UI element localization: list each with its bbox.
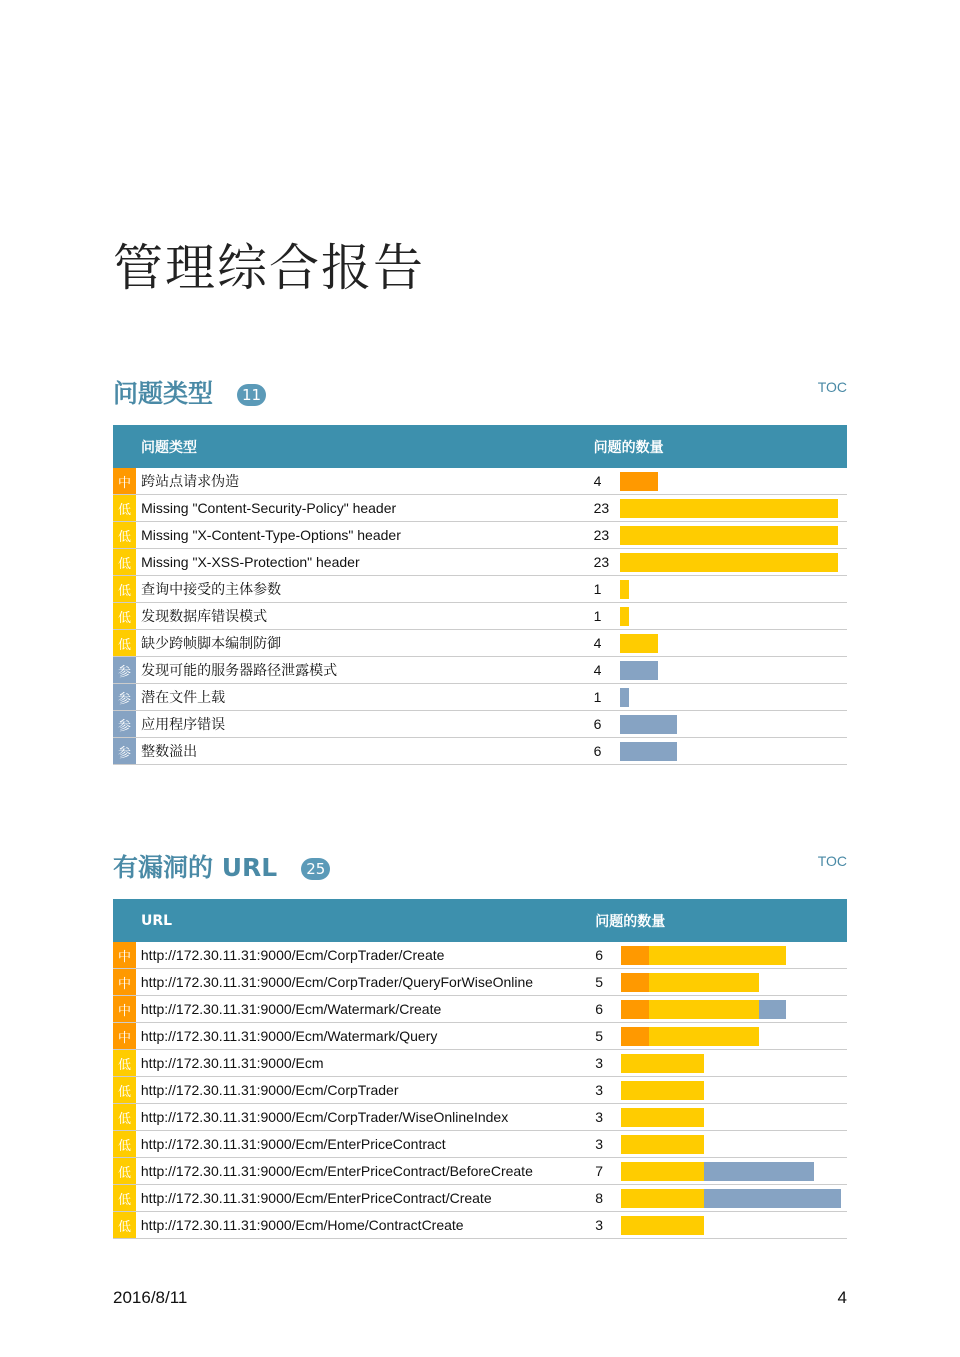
row-name: 应用程序错误 bbox=[136, 711, 593, 738]
bar-segment bbox=[620, 607, 630, 626]
bar-segment bbox=[620, 580, 630, 599]
row-count: 7 bbox=[595, 1158, 621, 1185]
bar-segment bbox=[620, 499, 839, 518]
bar-segment bbox=[649, 946, 787, 965]
count-bar bbox=[620, 684, 847, 711]
table-row bbox=[113, 495, 847, 522]
severity-badge: 中 bbox=[113, 1023, 136, 1050]
severity-badge: 参 bbox=[113, 684, 136, 711]
count-bar bbox=[620, 711, 847, 738]
severity-badge: 低 bbox=[113, 1050, 136, 1077]
table-row bbox=[113, 996, 847, 1023]
row-name: http://172.30.11.31:9000/Ecm/Watermark/Query bbox=[136, 1023, 595, 1050]
severity-badge: 低 bbox=[113, 1077, 136, 1104]
row-name: http://172.30.11.31:9000/Ecm/Watermark/Create bbox=[136, 996, 595, 1023]
bar-segment bbox=[759, 1000, 787, 1019]
severity-badge: 低 bbox=[113, 1185, 136, 1212]
severity-badge: 低 bbox=[113, 495, 136, 522]
table-row bbox=[113, 468, 847, 495]
row-count: 3 bbox=[595, 1212, 621, 1239]
count-bar bbox=[620, 549, 847, 576]
table-row bbox=[113, 1104, 847, 1131]
bar-segment bbox=[649, 973, 759, 992]
bar-segment bbox=[621, 1216, 704, 1235]
row-name: http://172.30.11.31:9000/Ecm/EnterPriceContract/BeforeCreate bbox=[136, 1158, 595, 1185]
heading-text: 问题类型 bbox=[113, 379, 214, 408]
count-bar bbox=[620, 738, 847, 765]
table-row bbox=[113, 1023, 847, 1050]
bar-segment bbox=[649, 1000, 759, 1019]
row-name: http://172.30.11.31:9000/Ecm/Home/ContractCreate bbox=[136, 1212, 595, 1239]
row-name: Missing "X-XSS-Protection" header bbox=[136, 549, 593, 576]
bar-segment bbox=[621, 946, 649, 965]
row-count: 23 bbox=[594, 522, 620, 549]
bar-segment bbox=[621, 1189, 704, 1208]
table-row bbox=[113, 738, 847, 765]
table-row bbox=[113, 549, 847, 576]
row-name: 查询中接受的主体参数 bbox=[136, 576, 593, 603]
count-bar bbox=[621, 1158, 847, 1185]
bar-segment bbox=[621, 1162, 704, 1181]
row-name: 缺少跨帧脚本编制防御 bbox=[136, 630, 593, 657]
severity-badge: 参 bbox=[113, 711, 136, 738]
row-count: 1 bbox=[594, 576, 620, 603]
col-header-url: URL bbox=[113, 899, 595, 942]
heading-text: 有漏洞的 URL bbox=[113, 853, 278, 882]
vulnerable-urls-table bbox=[113, 899, 847, 1239]
bar-segment bbox=[649, 1027, 759, 1046]
row-name: http://172.30.11.31:9000/Ecm/CorpTrader/Create bbox=[136, 942, 595, 969]
bar-segment bbox=[704, 1162, 814, 1181]
row-count: 3 bbox=[595, 1077, 621, 1104]
toc-link[interactable]: TOC bbox=[817, 379, 847, 395]
table-row bbox=[113, 942, 847, 969]
table-row bbox=[113, 522, 847, 549]
table-row bbox=[113, 603, 847, 630]
row-name: http://172.30.11.31:9000/Ecm/EnterPriceContract/Create bbox=[136, 1185, 595, 1212]
count-bar bbox=[621, 996, 847, 1023]
col-header-type: 问题类型 bbox=[113, 425, 594, 468]
bar-segment bbox=[621, 1108, 704, 1127]
bar-segment bbox=[620, 688, 630, 707]
row-count: 1 bbox=[594, 684, 620, 711]
issue-types-table bbox=[113, 425, 847, 765]
row-count: 3 bbox=[595, 1104, 621, 1131]
table-row bbox=[113, 684, 847, 711]
row-name: 潜在文件上载 bbox=[136, 684, 593, 711]
table-row bbox=[113, 1131, 847, 1158]
row-name: 发现数据库错误模式 bbox=[136, 603, 593, 630]
count-bar bbox=[621, 1185, 847, 1212]
row-count: 6 bbox=[594, 711, 620, 738]
row-count: 6 bbox=[594, 738, 620, 765]
row-name: http://172.30.11.31:9000/Ecm/CorpTrader/QueryForWiseOnline bbox=[136, 969, 595, 996]
table-row bbox=[113, 1077, 847, 1104]
row-name: 跨站点请求伪造 bbox=[136, 468, 593, 495]
bar-segment bbox=[620, 472, 658, 491]
severity-badge: 低 bbox=[113, 603, 136, 630]
severity-badge: 中 bbox=[113, 942, 136, 969]
bar-segment bbox=[620, 634, 658, 653]
row-count: 4 bbox=[594, 468, 620, 495]
bar-segment bbox=[621, 1081, 704, 1100]
severity-badge: 低 bbox=[113, 549, 136, 576]
bar-segment bbox=[620, 715, 677, 734]
row-count: 3 bbox=[595, 1131, 621, 1158]
row-name: Missing "Content-Security-Policy" header bbox=[136, 495, 593, 522]
bar-segment bbox=[620, 526, 839, 545]
row-name: 整数溢出 bbox=[136, 738, 593, 765]
severity-badge: 低 bbox=[113, 576, 136, 603]
row-count: 5 bbox=[595, 1023, 621, 1050]
table-row bbox=[113, 969, 847, 996]
row-count: 5 bbox=[595, 969, 621, 996]
count-badge: 11 bbox=[237, 384, 266, 406]
severity-badge: 低 bbox=[113, 630, 136, 657]
severity-badge: 参 bbox=[113, 657, 136, 684]
row-count: 3 bbox=[595, 1050, 621, 1077]
bar-segment bbox=[620, 742, 677, 761]
count-bar bbox=[620, 630, 847, 657]
severity-badge: 中 bbox=[113, 996, 136, 1023]
row-count: 6 bbox=[595, 942, 621, 969]
row-name: http://172.30.11.31:9000/Ecm/EnterPriceContract bbox=[136, 1131, 595, 1158]
severity-badge: 低 bbox=[113, 522, 136, 549]
bar-segment bbox=[621, 1000, 649, 1019]
severity-badge: 中 bbox=[113, 969, 136, 996]
table-row bbox=[113, 657, 847, 684]
row-name: http://172.30.11.31:9000/Ecm/CorpTrader/WiseOnlineIndex bbox=[136, 1104, 595, 1131]
count-badge: 25 bbox=[301, 858, 330, 880]
table-row bbox=[113, 1185, 847, 1212]
count-bar bbox=[620, 468, 847, 495]
row-name: 发现可能的服务器路径泄露模式 bbox=[136, 657, 593, 684]
table-row bbox=[113, 711, 847, 738]
toc-link[interactable]: TOC bbox=[817, 853, 847, 869]
row-name: Missing "X-Content-Type-Options" header bbox=[136, 522, 593, 549]
severity-badge: 低 bbox=[113, 1158, 136, 1185]
row-count: 4 bbox=[594, 630, 620, 657]
count-bar bbox=[621, 1077, 847, 1104]
count-bar bbox=[620, 576, 847, 603]
row-count: 23 bbox=[594, 495, 620, 522]
bar-segment bbox=[621, 1135, 704, 1154]
count-bar bbox=[621, 1131, 847, 1158]
severity-badge: 低 bbox=[113, 1104, 136, 1131]
bar-segment bbox=[620, 661, 658, 680]
bar-segment bbox=[621, 1054, 704, 1073]
severity-badge: 中 bbox=[113, 468, 136, 495]
count-bar bbox=[621, 942, 847, 969]
count-bar bbox=[621, 1104, 847, 1131]
section-heading-issue-types bbox=[113, 374, 266, 410]
table-row bbox=[113, 1212, 847, 1239]
count-bar bbox=[620, 657, 847, 684]
bar-segment bbox=[621, 973, 649, 992]
count-bar bbox=[620, 522, 847, 549]
table-row bbox=[113, 1158, 847, 1185]
footer-date: 2016/8/11 bbox=[113, 1288, 188, 1307]
count-bar bbox=[621, 969, 847, 996]
page-title: 管理综合报告 bbox=[113, 239, 425, 297]
col-header-count: 问题的数量 bbox=[595, 899, 847, 942]
col-header-count: 问题的数量 bbox=[594, 425, 847, 468]
bar-segment bbox=[620, 553, 839, 572]
bar-segment bbox=[621, 1027, 649, 1046]
row-name: http://172.30.11.31:9000/Ecm bbox=[136, 1050, 595, 1077]
row-count: 6 bbox=[595, 996, 621, 1023]
table-row bbox=[113, 1050, 847, 1077]
row-count: 1 bbox=[594, 603, 620, 630]
bar-segment bbox=[704, 1189, 842, 1208]
count-bar bbox=[621, 1050, 847, 1077]
count-bar bbox=[621, 1212, 847, 1239]
row-name: http://172.30.11.31:9000/Ecm/CorpTrader bbox=[136, 1077, 595, 1104]
table-row bbox=[113, 576, 847, 603]
footer-page-number: 4 bbox=[837, 1288, 847, 1307]
section-heading-urls bbox=[113, 848, 330, 884]
severity-badge: 低 bbox=[113, 1131, 136, 1158]
count-bar bbox=[620, 495, 847, 522]
severity-badge: 参 bbox=[113, 738, 136, 765]
row-count: 23 bbox=[594, 549, 620, 576]
count-bar bbox=[620, 603, 847, 630]
severity-badge: 低 bbox=[113, 1212, 136, 1239]
row-count: 4 bbox=[594, 657, 620, 684]
row-count: 8 bbox=[595, 1185, 621, 1212]
count-bar bbox=[621, 1023, 847, 1050]
table-row bbox=[113, 630, 847, 657]
